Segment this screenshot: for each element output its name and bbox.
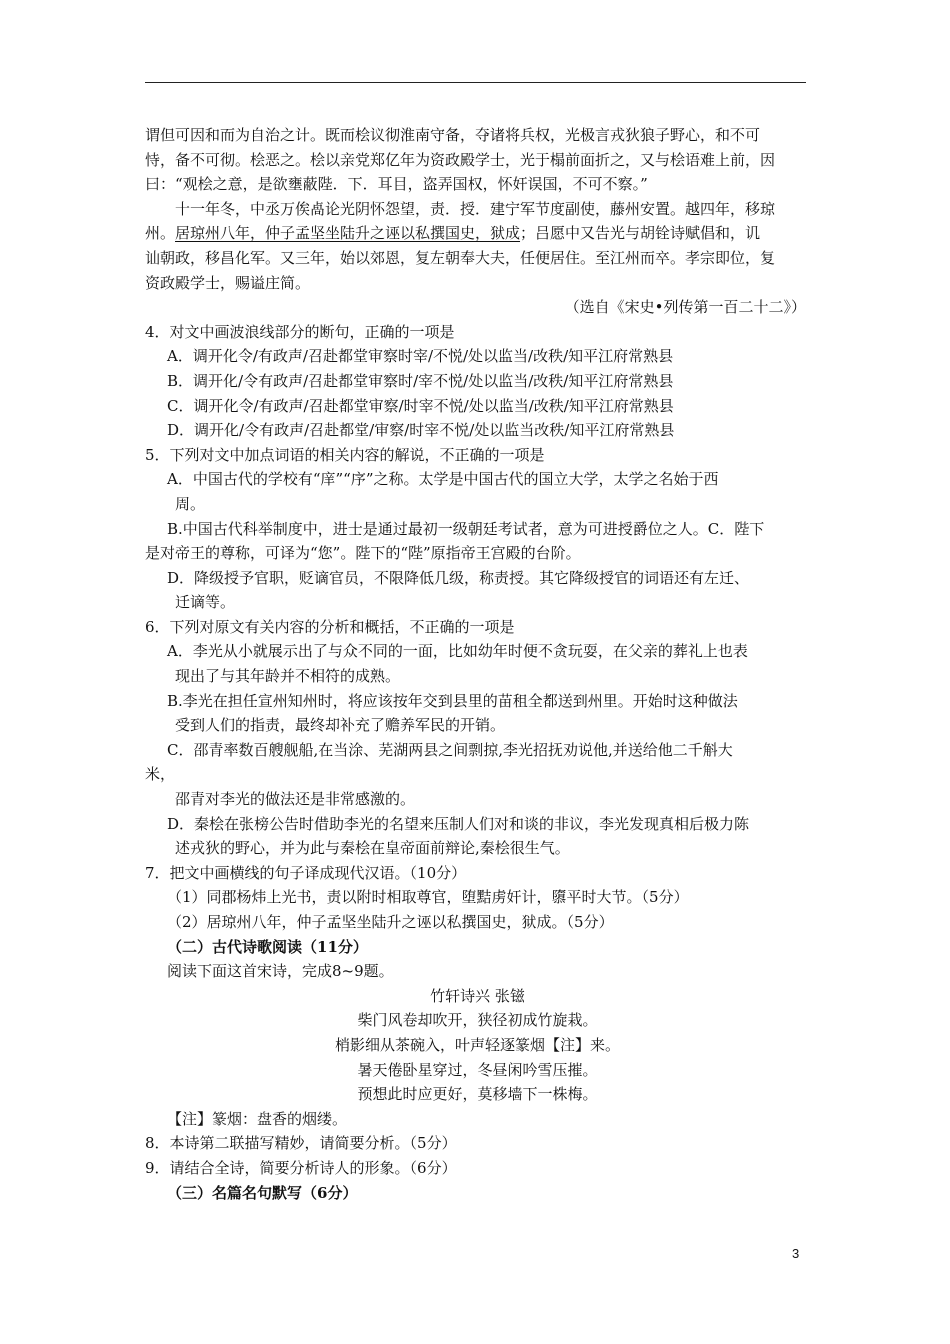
q5-option-a-cont: 周。 bbox=[175, 494, 206, 513]
poem-title: 竹轩诗兴 张镃 bbox=[430, 986, 525, 1005]
section-2-heading: （二）古代诗歌阅读（11分） bbox=[167, 937, 368, 956]
q6-option-c: C．邵青率数百艘舰船,在当涂、芜湖两县之间剽掠,李光招抚劝说他,并送给他二千斛大 bbox=[167, 740, 733, 759]
header-rule bbox=[145, 82, 806, 83]
q7-sentence-2: （2）居琼州八年，仲子孟坚坐陆升之诬以私撰国史，狱成。（5分） bbox=[167, 913, 614, 931]
q4-option-d: D．调开化/令有政声/召赴都堂/审察/时宰不悦/处以监当改秩/知平江府常熟县 bbox=[167, 421, 675, 440]
passage-line: 十一年冬，中丞万俟卨论光阴怀怨望，责．授．建宁军节度副使，藤州安置。越四年，移琼 bbox=[175, 199, 776, 218]
q6-option-a-cont: 现出了与其年龄并不相符的成熟。 bbox=[175, 667, 401, 686]
q6-option-c-cont: 米， bbox=[145, 765, 176, 784]
poem-note: 【注】篆烟：盘香的烟缕。 bbox=[167, 1109, 348, 1128]
q6-option-c-cont2: 邵青对李光的做法还是非常感激的。 bbox=[175, 790, 416, 809]
passage-line: 曰：“观桧之意，是欲壅蔽陛．下．耳目，盗弄国权，怀奸误国，不可不察。” bbox=[145, 175, 648, 194]
q4-option-a: A．调开化令/有政声/召赴都堂审察时宰/不悦/处以监当/改秩/知平江府常熟县 bbox=[167, 347, 674, 366]
page-number: 3 bbox=[792, 1246, 800, 1261]
q5-option-b-cont: 是对帝王的尊称，可译为“您”。陛下的“陛”原指帝王宫殿的台阶。 bbox=[145, 544, 581, 563]
q5-option-d-cont: 迁谪等。 bbox=[175, 593, 236, 612]
q5-option-d: D．降级授予官职，贬谪官员，不限降低几级，称责授。其它降级授官的词语还有左迁、 bbox=[167, 568, 750, 587]
poem-line: 柴门风卷却吹开，狭径初成竹旋栽。 bbox=[357, 1011, 598, 1030]
q7-sentence-1: （1）同郡杨炜上光书，责以附时相取尊官，堕黠虏奸计，隳平时大节。（5分） bbox=[167, 888, 689, 907]
q6-stem: 6．下列对原文有关内容的分析和概括，不正确的一项是 bbox=[145, 617, 515, 636]
poem-line: 暑天倦卧星穿过，冬昼闲吟雪压摧。 bbox=[357, 1060, 598, 1079]
document-body bbox=[145, 123, 810, 1205]
q4-option-b: B．调开化/令有政声/召赴都堂审察时/宰不悦/处以监当/改秩/知平江府常熟县 bbox=[167, 371, 674, 390]
q6-option-b-cont: 受到人们的指责，最终却补充了赡养军民的开销。 bbox=[175, 716, 506, 735]
q7-stem: 7．把文中画横线的句子译成现代汉语。（10分） bbox=[145, 863, 467, 882]
underlined-sentence: 居琼州八年，仲子孟坚坐陆升之诬以私撰国史，狱成 bbox=[175, 224, 521, 243]
section-2-intro: 阅读下面这首宋诗，完成8~9题。 bbox=[167, 962, 394, 981]
q4-stem: 4．对文中画波浪线部分的断句，正确的一项是 bbox=[145, 322, 455, 341]
passage-line: 资政殿学士，赐谥庄简。 bbox=[145, 273, 311, 292]
q6-option-d: D．秦桧在张榜公告时借助李光的名望来压制人们对和谈的非议，李光发现真相后极力陈 bbox=[167, 814, 750, 833]
q8-stem: 8．本诗第二联描写精妙，请简要分析。（5分） bbox=[145, 1134, 457, 1153]
poem-line: 梢影细从茶碗入，叶声轻逐篆烟【注】来。 bbox=[334, 1035, 620, 1054]
passage-source: （选自《宋史•列传第一百二十二》） bbox=[564, 298, 806, 317]
q5-stem: 5．下列对文中加点词语的相关内容的解说，不正确的一项是 bbox=[145, 445, 545, 464]
section-3-heading: （三）名篇名句默写（6分） bbox=[167, 1183, 358, 1202]
q6-option-a: A．李光从小就展示出了与众不同的一面，比如幼年时便不贪玩耍，在父亲的葬礼上也表 bbox=[167, 642, 748, 661]
q5-option-a: A．中国古代的学校有“庠”“序”之称。太学是中国古代的国立大学，太学之名始于西 bbox=[167, 470, 719, 489]
passage-text: ；吕愿中又告光与胡铨诗赋倡和，讥 bbox=[520, 224, 761, 243]
q6-option-b: B.李光在担任宣州知州时，将应该按年交到县里的苗租全都送到州里。开始时这种做法 bbox=[167, 691, 738, 710]
q4-option-c: C．调开化令/有政声/召赴都堂审察/时宰不悦/处以监当/改秩/知平江府常熟县 bbox=[167, 396, 674, 415]
q9-stem: 9．请结合全诗，简要分析诗人的形象。（6分） bbox=[145, 1158, 457, 1177]
poem-line: 预想此时应更好，莫移墙下一株梅。 bbox=[357, 1085, 598, 1104]
q6-option-d-cont: 述戎狄的野心，并为此与秦桧在皇帝面前辩论,秦桧很生气。 bbox=[175, 839, 570, 858]
passage-line: 谓但可因和而为自治之计。既而桧议彻淮南守备，夺诸将兵权，光极言戎狄狼子野心，和不可 bbox=[145, 126, 761, 144]
q5-option-b: B.中国古代科举制度中，进士是通过最初一级朝廷考试者，意为可进授爵位之人。C．陛下 bbox=[167, 519, 765, 538]
passage-text: 州。 bbox=[145, 224, 176, 243]
passage-line bbox=[145, 221, 810, 246]
passage-line: 讪朝政，移昌化军。又三年，始以郊恩，复左朝奉大夫，任便居住。至江州而卒。孝宗即位，复 bbox=[145, 248, 776, 267]
passage-line: 恃，备不可彻。桧恶之。桧以亲党郑亿年为资政殿学士，光于榻前面折之，又与桧语难上前，因 bbox=[145, 150, 776, 169]
